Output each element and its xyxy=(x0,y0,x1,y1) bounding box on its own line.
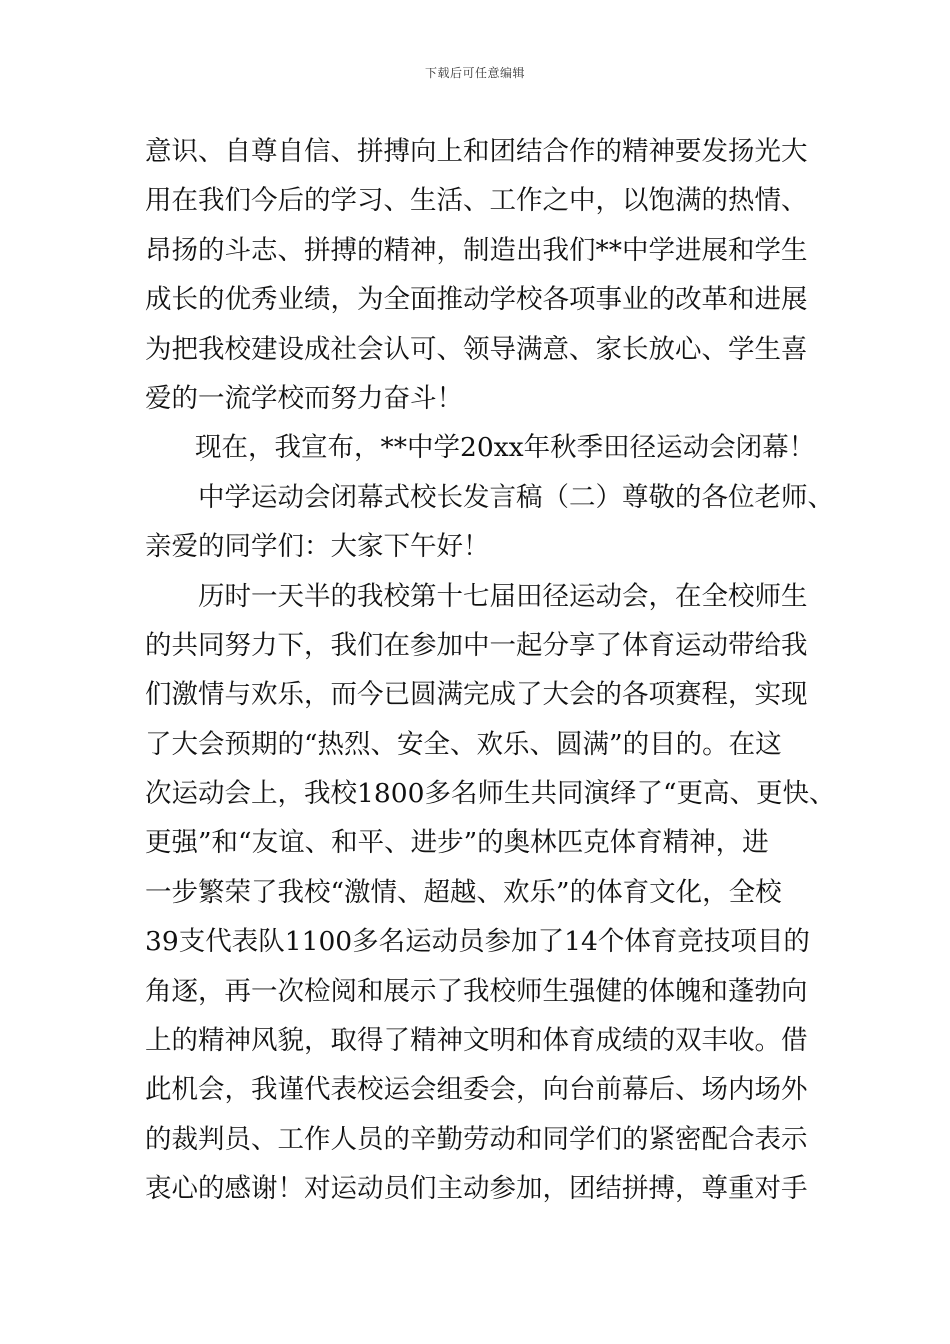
paragraph-start: 中学运动会闭幕式校长发言稿（二）尊敬的各位老师、 xyxy=(198,481,834,513)
text-line: 角逐，再一次检阅和展示了我校师生强健的体魄和蓬勃向 xyxy=(145,975,808,1007)
text-line: 成长的优秀业绩，为全面推动学校各项事业的改革和进展 xyxy=(145,284,808,316)
text-line: 衷心的感谢！对运动员们主动参加，团结拼搏，尊重对手 xyxy=(145,1173,808,1205)
text-line: 用在我们今后的学习、生活、工作之中，以饱满的热情、 xyxy=(145,185,808,217)
text-line: 一步繁荣了我校“激情、超越、欢乐”的体育文化，全校 xyxy=(145,876,782,908)
text-line: 们激情与欢乐，而今已圆满完成了大会的各项赛程，实现 xyxy=(145,679,808,711)
paragraph-start: 现在，我宣布，**中学20xx年秋季田径运动会闭幕！ xyxy=(195,432,816,464)
text-line: 昂扬的斗志、拼搏的精神，制造出我们**中学进展和学生 xyxy=(145,234,808,266)
document-body xyxy=(145,127,836,1214)
paragraph-start: 历时一天半的我校第十七届田径运动会，在全校师生 xyxy=(198,580,808,612)
text-line: 亲爱的同学们：大家下午好！ xyxy=(145,531,490,563)
text-line: 意识、自尊自信、拼搏向上和团结合作的精神要发扬光大 xyxy=(145,136,808,167)
text-line: 上的精神风貌，取得了精神文明和体育成绩的双丰收。借 xyxy=(145,1025,808,1057)
text-line: 此机会，我谨代表校运会组委会，向台前幕后、场内场外 xyxy=(145,1074,808,1106)
text-line: 了大会预期的“热烈、安全、欢乐、圆满”的目的。在这 xyxy=(145,728,782,760)
text-line: 的裁判员、工作人员的辛勤劳动和同学们的紧密配合表示 xyxy=(145,1123,808,1155)
text-line: 为把我校建设成社会认可、领导满意、家长放心、学生喜 xyxy=(145,333,808,365)
text-line: 39支代表队1100多名运动员参加了14个体育竞技项目的 xyxy=(145,926,810,958)
text-line: 更强”和“友谊、和平、进步”的奥林匹克体育精神，进 xyxy=(145,827,769,859)
text-line: 的共同努力下，我们在参加中一起分享了体育运动带给我 xyxy=(145,629,808,661)
page-header: 下载后可任意编辑 xyxy=(424,66,525,80)
text-line: 爱的一流学校而努力奋斗！ xyxy=(145,382,463,414)
text-line: 次运动会上，我校1800多名师生共同演绎了“更高、更快、 xyxy=(145,778,836,810)
